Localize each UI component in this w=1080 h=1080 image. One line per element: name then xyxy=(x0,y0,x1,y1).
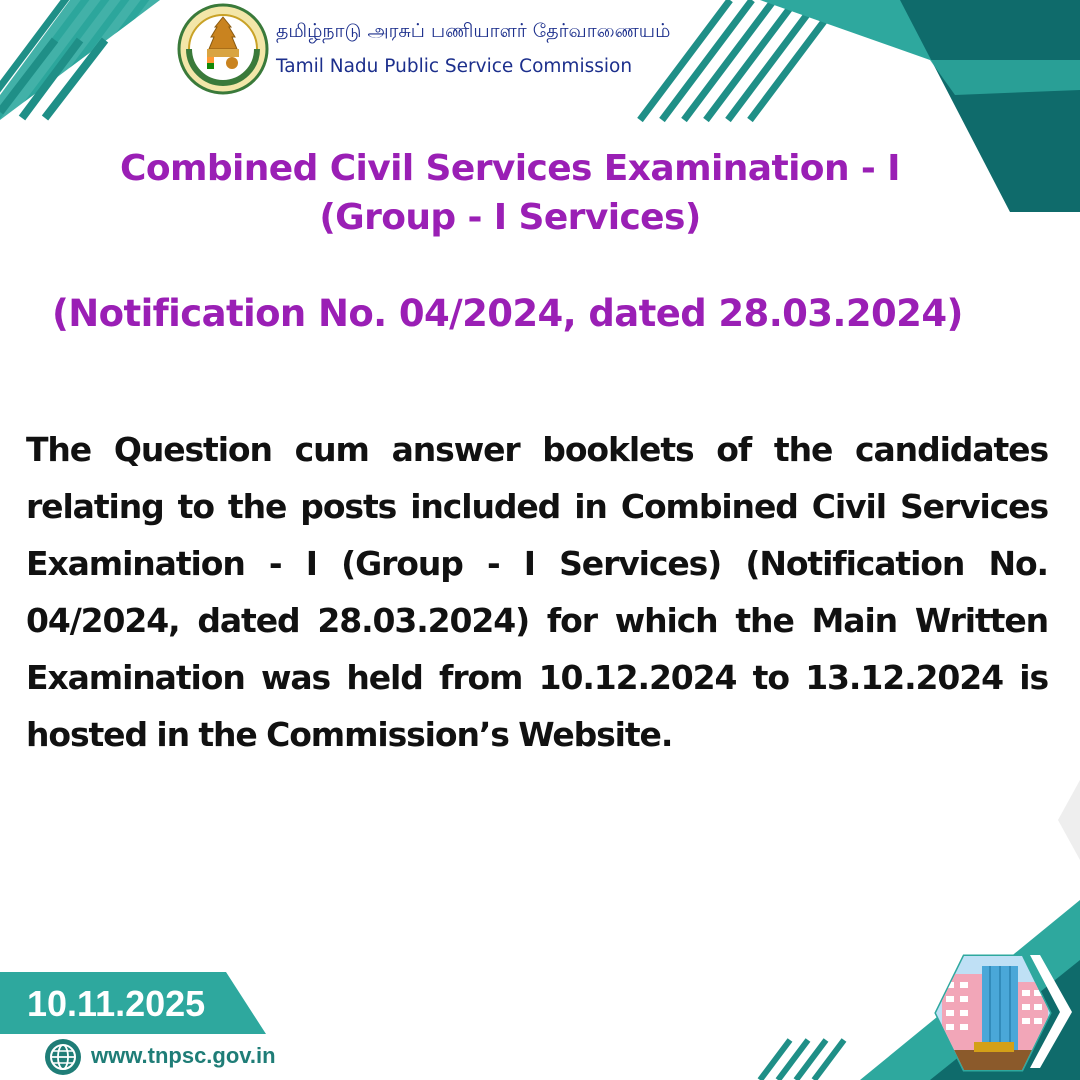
exam-title-line1: Combined Civil Services Examination - I xyxy=(120,148,900,189)
bottom-right-stripes xyxy=(760,1040,844,1080)
announcement-body: The Question cum answer booklets of the candidates relating to the posts included in Combined Civil Services Examination - I (Group - I Services) (Notification No. 04/2024, dated 28.03.2024) for which the Main Written Examination was held from 10.12.2024 to 13.12.2024 is hosted in the Commission’s Website. xyxy=(26,430,1048,754)
organization-name-tamil: தமிழ்நாடு அரசுப் பணியாளர் தேர்வாணையம் xyxy=(276,20,671,42)
website-link[interactable]: www.tnpsc.gov.in xyxy=(91,1043,276,1068)
post-date: 10.11.2025 xyxy=(27,983,206,1024)
tamil-nadu-emblem-icon xyxy=(177,3,269,95)
globe-icon xyxy=(44,1038,82,1076)
notification-reference: (Notification No. 04/2024, dated 28.03.2024) xyxy=(52,292,963,335)
organization-name-english: Tamil Nadu Public Service Commission xyxy=(276,56,633,77)
exam-title-line2: (Group - I Services) xyxy=(319,197,701,238)
exam-title xyxy=(40,144,980,242)
commission-building-photo xyxy=(934,954,1052,1072)
right-edge-shape xyxy=(1058,780,1080,860)
